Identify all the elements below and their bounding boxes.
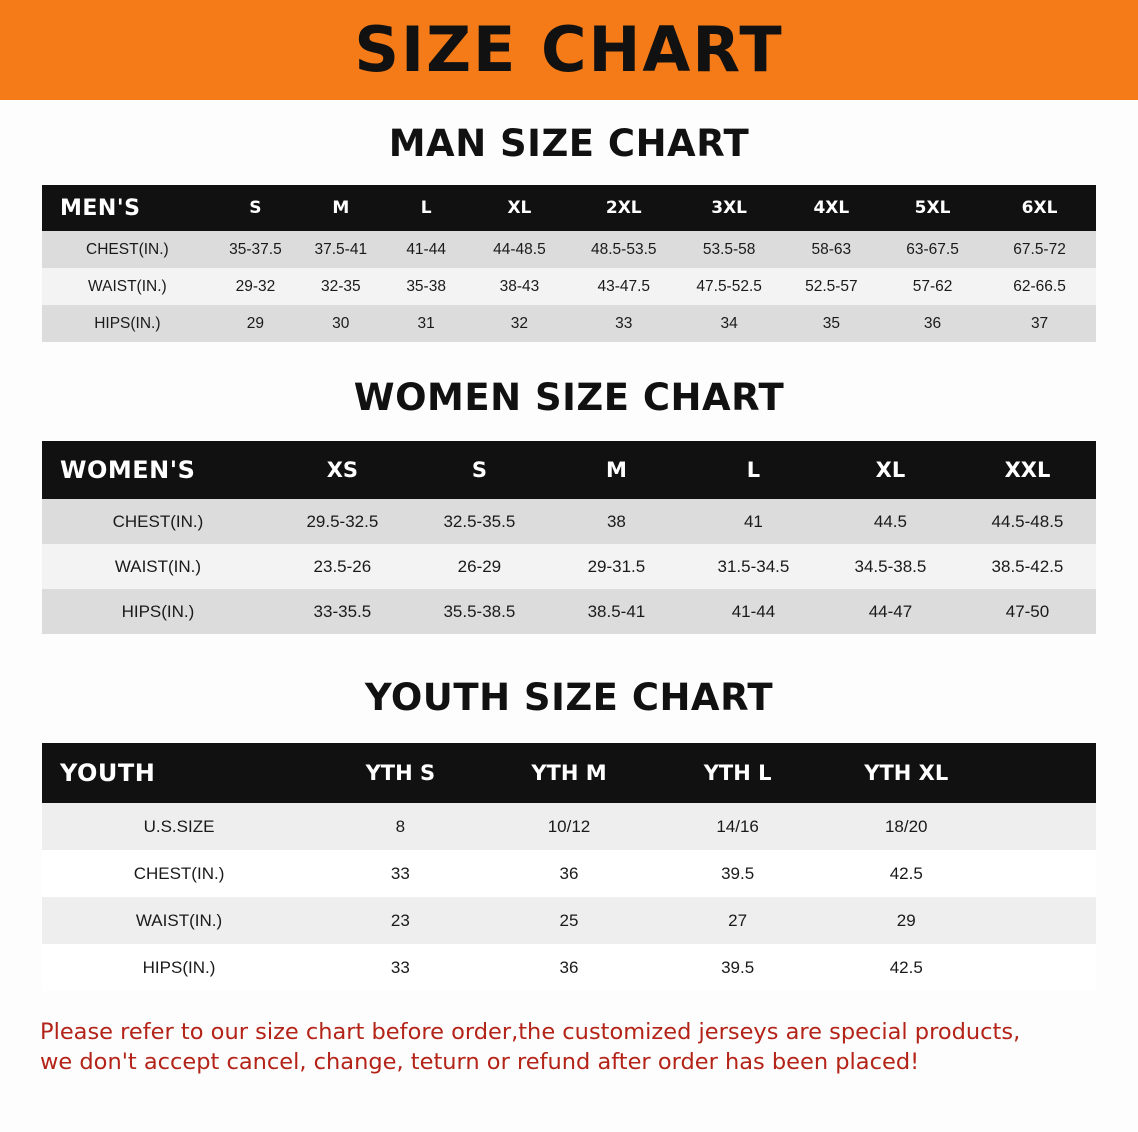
youth-header-cell: YTH M	[485, 743, 654, 803]
table-cell: 32	[469, 305, 570, 342]
row-label: HIPS(IN.)	[42, 305, 213, 342]
youth-size-table	[42, 743, 1096, 991]
row-label: WAIST(IN.)	[42, 897, 316, 944]
table-row	[42, 544, 1096, 589]
table-cell: 26-29	[411, 544, 548, 589]
table-cell: 57-62	[882, 268, 983, 305]
table-cell: 33	[316, 944, 485, 991]
table-cell: 31.5-34.5	[685, 544, 822, 589]
disclaimer-line-2: we don't accept cancel, change, teturn or refund after order has been placed!	[40, 1049, 920, 1076]
women-header-cell: XS	[274, 441, 411, 499]
table-cell: 8	[316, 803, 485, 850]
table-cell: 33	[316, 850, 485, 897]
row-label: U.S.SIZE	[42, 803, 316, 850]
disclaimer-note	[40, 1017, 1098, 1078]
women-header-cell: XXL	[959, 441, 1096, 499]
table-cell: 47-50	[959, 589, 1096, 634]
table-header-row	[42, 185, 1096, 231]
man-header-cell: 2XL	[570, 185, 678, 231]
youth-header-label: YOUTH	[42, 743, 316, 803]
table-cell: 23	[316, 897, 485, 944]
man-header-cell: M	[298, 185, 383, 231]
man-header-cell: XL	[469, 185, 570, 231]
table-cell: 47.5-52.5	[678, 268, 781, 305]
table-cell: 58-63	[781, 231, 882, 268]
table-row	[42, 803, 1096, 850]
table-cell: 41-44	[685, 589, 822, 634]
table-cell: 29	[213, 305, 298, 342]
table-cell: 36	[882, 305, 983, 342]
youth-header-spacer	[991, 743, 1096, 803]
table-cell: 53.5-58	[678, 231, 781, 268]
table-cell: 35-38	[383, 268, 468, 305]
table-cell: 41	[685, 499, 822, 544]
man-header-cell: S	[213, 185, 298, 231]
table-cell: 34.5-38.5	[822, 544, 959, 589]
table-cell: 29.5-32.5	[274, 499, 411, 544]
table-cell: 42.5	[822, 944, 991, 991]
table-cell: 38-43	[469, 268, 570, 305]
table-cell: 23.5-26	[274, 544, 411, 589]
table-cell: 48.5-53.5	[570, 231, 678, 268]
table-cell: 32-35	[298, 268, 383, 305]
table-cell: 41-44	[383, 231, 468, 268]
man-header-cell: 4XL	[781, 185, 882, 231]
table-cell: 44.5	[822, 499, 959, 544]
table-header-row	[42, 743, 1096, 803]
youth-header-cell: YTH L	[653, 743, 822, 803]
table-cell: 42.5	[822, 850, 991, 897]
table-row	[42, 268, 1096, 305]
man-header-cell: L	[383, 185, 468, 231]
women-header-cell: M	[548, 441, 685, 499]
women-header-label: WOMEN'S	[42, 441, 274, 499]
table-cell: 33-35.5	[274, 589, 411, 634]
man-header-cell: 3XL	[678, 185, 781, 231]
table-cell: 67.5-72	[983, 231, 1096, 268]
table-cell: 44-48.5	[469, 231, 570, 268]
table-cell: 43-47.5	[570, 268, 678, 305]
table-row	[42, 499, 1096, 544]
table-cell-spacer	[991, 803, 1096, 850]
man-size-table	[42, 185, 1096, 342]
table-cell: 14/16	[653, 803, 822, 850]
table-cell: 30	[298, 305, 383, 342]
women-header-cell: S	[411, 441, 548, 499]
table-cell-spacer	[991, 944, 1096, 991]
women-header-cell: L	[685, 441, 822, 499]
row-label: HIPS(IN.)	[42, 944, 316, 991]
table-cell: 52.5-57	[781, 268, 882, 305]
man-header-cell: 5XL	[882, 185, 983, 231]
women-size-table	[42, 441, 1096, 634]
table-cell: 35-37.5	[213, 231, 298, 268]
table-cell: 62-66.5	[983, 268, 1096, 305]
youth-header-cell: YTH XL	[822, 743, 991, 803]
table-cell: 39.5	[653, 850, 822, 897]
table-row	[42, 897, 1096, 944]
women-table-wrap	[42, 441, 1096, 634]
table-cell: 29-31.5	[548, 544, 685, 589]
youth-table-wrap	[42, 743, 1096, 991]
page-title: SIZE CHART	[354, 13, 784, 86]
page-banner	[0, 0, 1138, 100]
row-label: CHEST(IN.)	[42, 850, 316, 897]
table-cell: 27	[653, 897, 822, 944]
man-header-label: MEN'S	[42, 185, 213, 231]
table-cell: 29	[822, 897, 991, 944]
table-cell: 25	[485, 897, 654, 944]
table-cell: 33	[570, 305, 678, 342]
table-cell: 37.5-41	[298, 231, 383, 268]
table-cell: 38.5-41	[548, 589, 685, 634]
row-label: WAIST(IN.)	[42, 268, 213, 305]
youth-header-cell: YTH S	[316, 743, 485, 803]
table-cell: 36	[485, 850, 654, 897]
table-cell-spacer	[991, 850, 1096, 897]
table-cell: 38	[548, 499, 685, 544]
table-row	[42, 305, 1096, 342]
row-label: CHEST(IN.)	[42, 499, 274, 544]
women-header-cell: XL	[822, 441, 959, 499]
table-cell: 37	[983, 305, 1096, 342]
disclaimer-line-1: Please refer to our size chart before order,the customized jerseys are special products,	[40, 1019, 1021, 1045]
women-section-title: WOMEN SIZE CHART	[353, 376, 785, 419]
table-cell: 44.5-48.5	[959, 499, 1096, 544]
man-header-cell: 6XL	[983, 185, 1096, 231]
man-section-title: MAN SIZE CHART	[388, 122, 750, 165]
man-table-wrap	[42, 185, 1096, 342]
table-cell: 10/12	[485, 803, 654, 850]
table-cell: 29-32	[213, 268, 298, 305]
table-cell: 35	[781, 305, 882, 342]
table-cell: 38.5-42.5	[959, 544, 1096, 589]
table-cell: 18/20	[822, 803, 991, 850]
table-cell: 36	[485, 944, 654, 991]
table-row	[42, 944, 1096, 991]
table-cell: 39.5	[653, 944, 822, 991]
table-cell: 44-47	[822, 589, 959, 634]
table-header-row	[42, 441, 1096, 499]
table-cell-spacer	[991, 897, 1096, 944]
youth-section-title: YOUTH SIZE CHART	[364, 676, 774, 719]
table-cell: 35.5-38.5	[411, 589, 548, 634]
row-label: WAIST(IN.)	[42, 544, 274, 589]
row-label: HIPS(IN.)	[42, 589, 274, 634]
table-row	[42, 589, 1096, 634]
table-cell: 63-67.5	[882, 231, 983, 268]
table-cell: 31	[383, 305, 468, 342]
row-label: CHEST(IN.)	[42, 231, 213, 268]
table-cell: 34	[678, 305, 781, 342]
table-row	[42, 850, 1096, 897]
table-cell: 32.5-35.5	[411, 499, 548, 544]
table-row	[42, 231, 1096, 268]
